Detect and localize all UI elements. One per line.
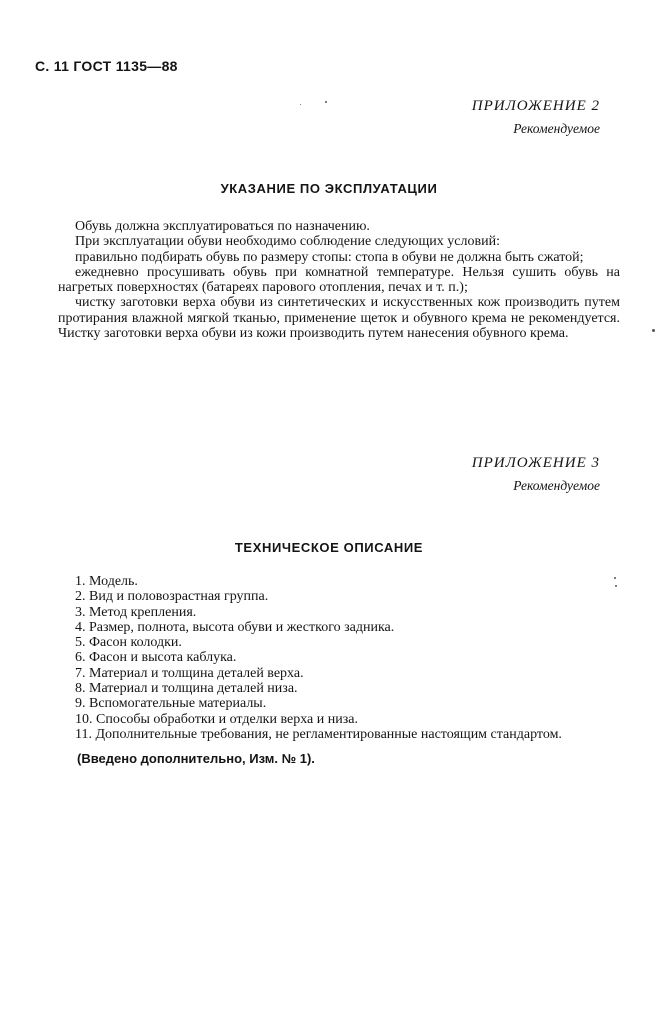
list-item: 8. Материал и толщина деталей низа. bbox=[75, 681, 298, 697]
list-item: 4. Размер, полнота, высота обуви и жесткого задника. bbox=[75, 619, 395, 635]
list-item: 2. Вид и половозрастная группа. bbox=[75, 589, 269, 605]
section-2-title: ТЕХНИЧЕСКОЕ ОПИСАНИЕ bbox=[234, 540, 424, 555]
section-1-title: УКАЗАНИЕ ПО ЭКСПЛУАТАЦИИ bbox=[220, 181, 438, 196]
list-item: 1. Модель. bbox=[75, 574, 138, 589]
appendix-2 bbox=[472, 98, 600, 137]
paragraph: Обувь должна эксплуатироваться по назначению. bbox=[75, 219, 370, 234]
appendix-2-subtitle: Рекомендуемое bbox=[513, 121, 600, 136]
scan-speck bbox=[300, 104, 301, 105]
amendment-note: (Введено дополнительно, Изм. № 1). bbox=[77, 751, 315, 766]
appendix-3-subtitle: Рекомендуемое bbox=[513, 478, 600, 493]
page-header: С. 11 ГОСТ 1135—88 bbox=[35, 58, 178, 74]
scan-speck bbox=[325, 101, 327, 103]
list-item: 3. Метод крепления. bbox=[75, 604, 197, 620]
list-item: 10. Способы обработки и отделки верха и низа. bbox=[75, 711, 358, 727]
list-item: 5. Фасон колодки. bbox=[75, 635, 182, 651]
list-item: 7. Материал и толщина деталей верха. bbox=[75, 665, 304, 681]
scan-speck bbox=[652, 329, 655, 332]
paragraph: чистку заготовки верха обуви из синтетических и искусственных кож производить путем протирания влажной мягкой тканью, применение щеток и обувного крема не рекомендуется. Чистку заготовки верха обуви из кожи производить путем нанесения обувного крема. bbox=[58, 295, 620, 342]
appendix-2-title: ПРИЛОЖЕНИЕ 2 bbox=[471, 98, 600, 114]
list-item: 6. Фасон и высота каблука. bbox=[75, 650, 237, 666]
appendix-3 bbox=[472, 455, 600, 494]
paragraph: При эксплуатации обуви необходимо соблюдение следующих условий: bbox=[75, 234, 500, 250]
appendix-3-title: ПРИЛОЖЕНИЕ 3 bbox=[471, 455, 600, 471]
list-item: 9. Вспомогательные материалы. bbox=[75, 696, 267, 712]
paragraph: правильно подбирать обувь по размеру стопы: стопа в обуви не должна быть сжатой; bbox=[75, 249, 584, 265]
list-item: 11. Дополнительные требования, не регламентированные настоящим стандартом. bbox=[75, 726, 562, 742]
paragraph: ежедневно просушивать обувь при комнатной температуре. Нельзя сушить обувь на нагретых поверхностях (батареях парового отопления, печах и т. п.); bbox=[58, 264, 620, 296]
section-1-body bbox=[58, 219, 620, 341]
scan-speck bbox=[615, 585, 617, 587]
scan-speck bbox=[614, 577, 616, 579]
technical-list bbox=[58, 574, 620, 742]
